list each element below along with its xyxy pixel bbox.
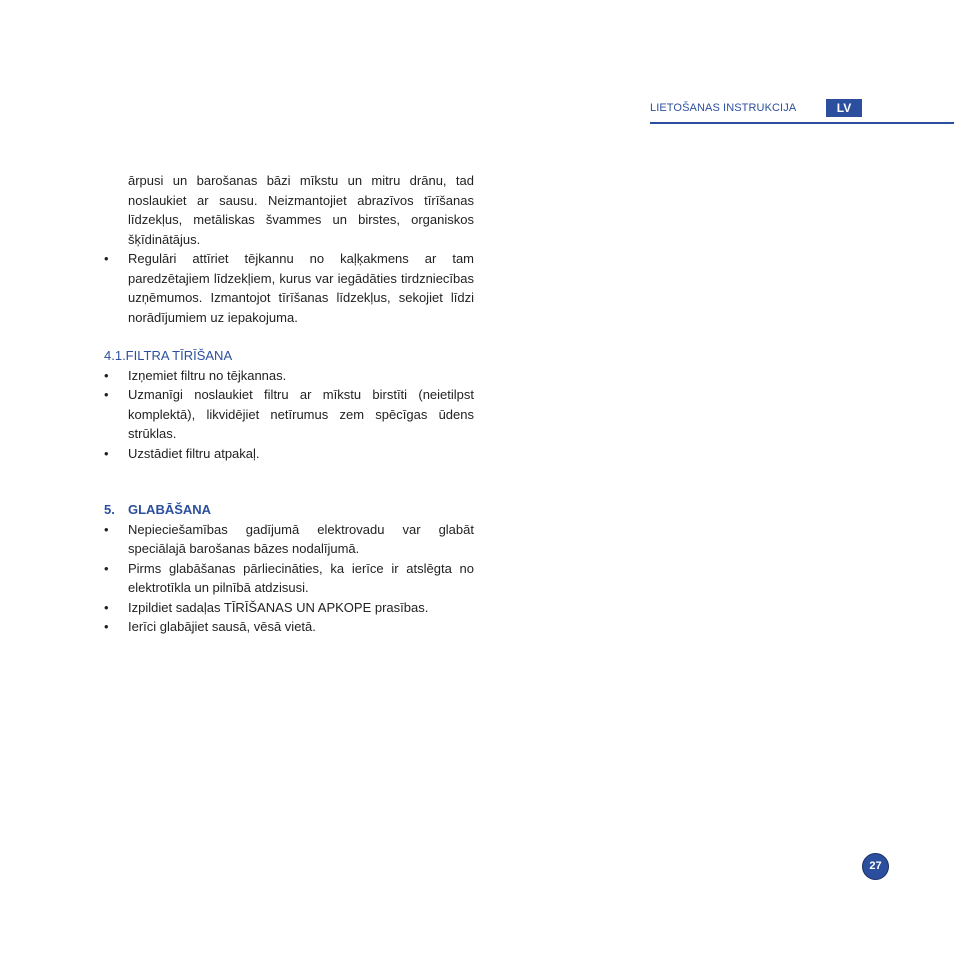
bullet-icon: • <box>104 251 109 266</box>
list-item <box>104 598 474 618</box>
list-item <box>104 444 474 464</box>
list-item <box>104 366 474 386</box>
section-heading-filter: 4.1.FILTRA TĪRĪŠANA <box>104 348 233 363</box>
header-divider <box>650 122 954 124</box>
list-item-text: Regulāri attīriet tējkannu no kaļķakmens ar tam paredzētajiem līdzekļiem, kurus var iegādāties tirdzniecības uzņēmumos. Izmantojot tīrīšanas līdzekļus, sekojiet līdzi norādījumiem uz iepakojuma. <box>128 251 474 325</box>
bullet-icon: • <box>104 387 109 402</box>
list-item-text: Izņemiet filtru no tējkannas. <box>128 367 287 383</box>
list-item <box>104 520 474 559</box>
section-heading-storage <box>104 500 474 520</box>
list-item-text: Izpildiet sadaļas TĪRĪŠANAS UN APKOPE prasības. <box>128 599 429 615</box>
section-title: GLABĀŠANA <box>128 502 212 517</box>
list-item <box>104 559 474 598</box>
section-number: 5. <box>104 502 115 517</box>
bullet-icon: • <box>104 619 109 634</box>
bullet-icon: • <box>104 599 109 615</box>
list-item <box>104 385 474 444</box>
bullet-icon: • <box>104 367 109 383</box>
header-title: LIETOŠANAS INSTRUKCIJA <box>650 102 797 114</box>
continuation-paragraph: ārpusi un barošanas bāzi mīkstu un mitru drānu, tad noslaukiet ar sausu. Neizmantojiet abrazīvos tīrīšanas līdzekļus, metāliskas švammes un birstes, organiskos šķīdinātājus. <box>128 173 474 247</box>
list-item-text: Uzmanīgi noslaukiet filtru ar mīkstu birstīti (neietilpst komplektā), likvidējiet netīrumus zem spēcīgas ūdens strūklas. <box>128 387 474 441</box>
main-content <box>104 171 474 637</box>
list-item-text: Uzstādiet filtru atpakaļ. <box>128 445 260 461</box>
bullet-icon: • <box>104 521 109 537</box>
list-item <box>104 249 474 327</box>
bullet-icon: • <box>104 445 109 461</box>
page-number-badge: 27 <box>862 853 889 880</box>
list-item <box>104 617 474 637</box>
list-item-text: Pirms glabāšanas pārliecināties, ka ierīce ir atslēgta no elektrotīkla un pilnībā atdzisusi. <box>128 560 474 595</box>
bullet-icon: • <box>104 560 109 576</box>
intro-bullet-list <box>104 249 474 327</box>
filter-bullet-list <box>104 366 474 464</box>
list-item-text: Nepieciešamības gadījumā elektrovadu var glabāt speciālajā barošanas bāzes nodalījumā. <box>128 521 474 556</box>
language-badge: LV <box>826 99 862 117</box>
storage-bullet-list <box>104 520 474 637</box>
list-item-text: Ierīci glabājiet sausā, vēsā vietā. <box>128 619 316 634</box>
